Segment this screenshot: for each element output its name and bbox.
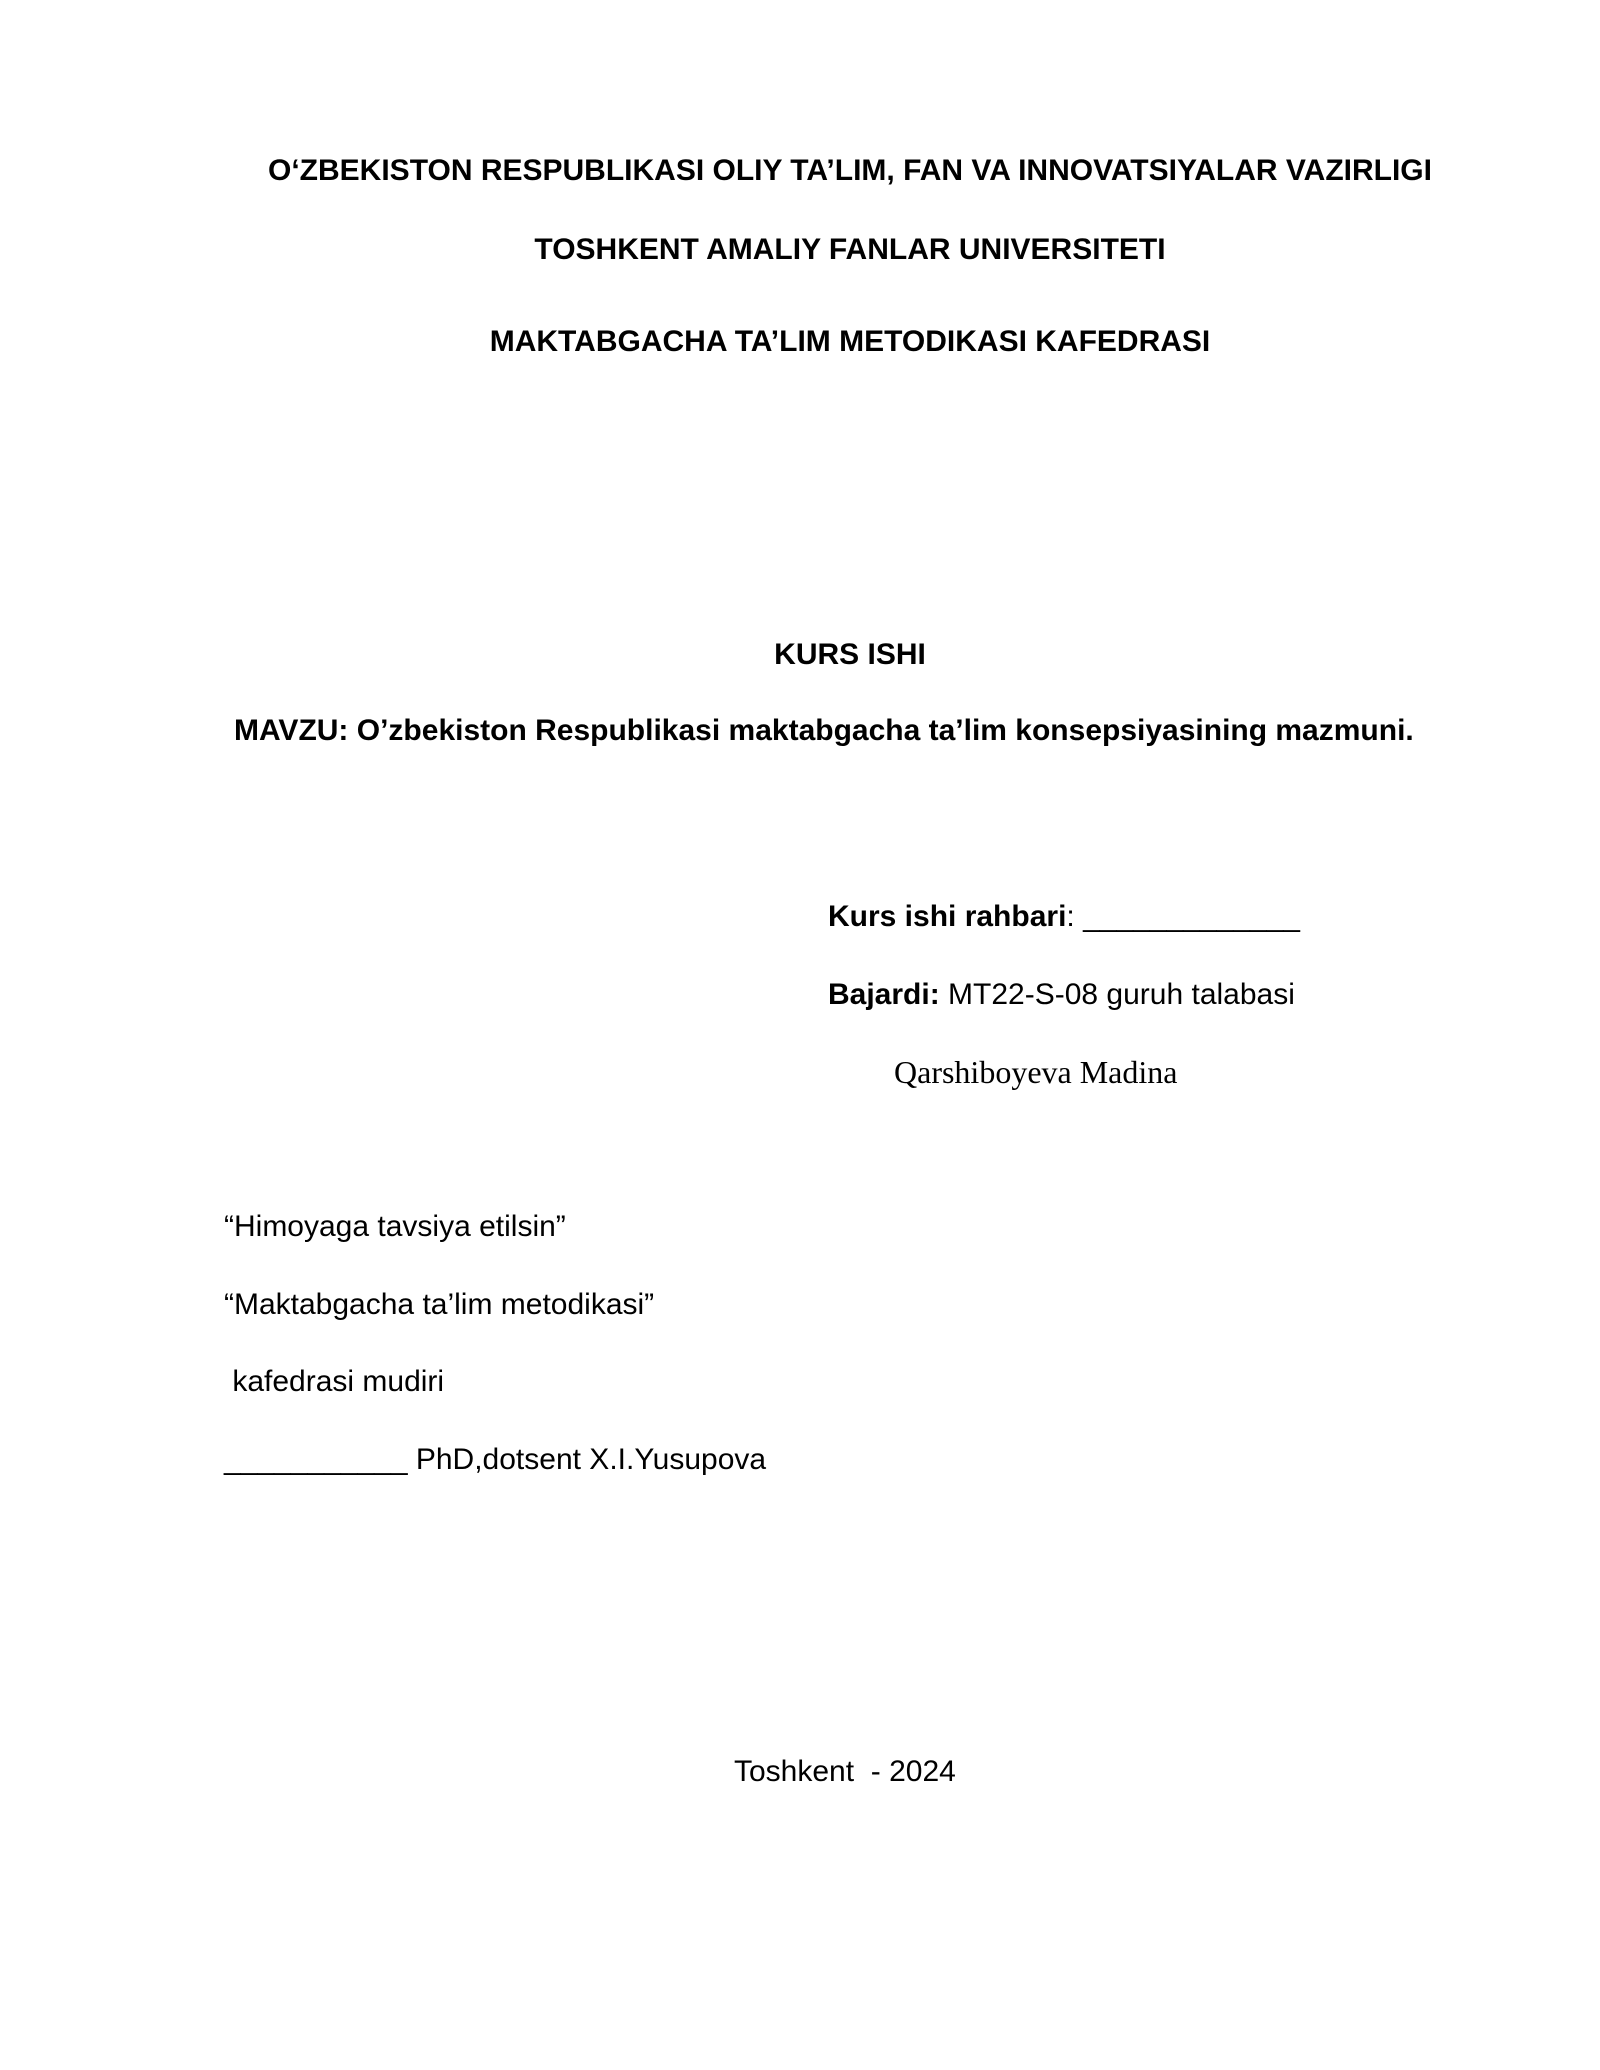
place-year: Toshkent - 2024 [734, 1755, 956, 1788]
department-heading: MAKTABGACHA TA’LIM METODIKASI KAFEDRASI [489, 325, 1211, 358]
approval-signature-line: ___________ PhD,dotsent X.I.Yusupova [224, 1443, 767, 1476]
ministry-heading: O‘ZBEKISTON RESPUBLIKASI OLIY TA’LIM, FAN VA INNOVATSIYALAR VAZIRLIGI [268, 154, 1432, 187]
student-name: Qarshiboyeva Madina [894, 1054, 1178, 1090]
work-type-title: KURS ISHI [774, 638, 926, 671]
supervisor-value: : _____________ [1066, 900, 1300, 933]
topic-label: MAVZU: [234, 714, 349, 747]
topic-line [234, 713, 1414, 749]
performer-line [828, 977, 1295, 1013]
supervisor-label: Kurs ishi rahbari [828, 900, 1067, 933]
university-heading: TOSHKENT AMALIY FANLAR UNIVERSITETI [534, 233, 1166, 266]
approval-line-1: “Himoyaga tavsiya etilsin” [224, 1210, 566, 1243]
performer-label: Bajardi: [828, 978, 940, 1011]
supervisor-line [828, 899, 1300, 935]
approval-line-2: “Maktabgacha ta’lim metodikasi” [224, 1288, 655, 1321]
performer-value: MT22-S-08 guruh talabasi [939, 978, 1295, 1011]
approval-line-3: kafedrasi mudiri [224, 1365, 445, 1398]
topic-text: O’zbekiston Respublikasi maktabgacha ta’lim konsepsiyasining mazmuni. [356, 714, 1414, 747]
